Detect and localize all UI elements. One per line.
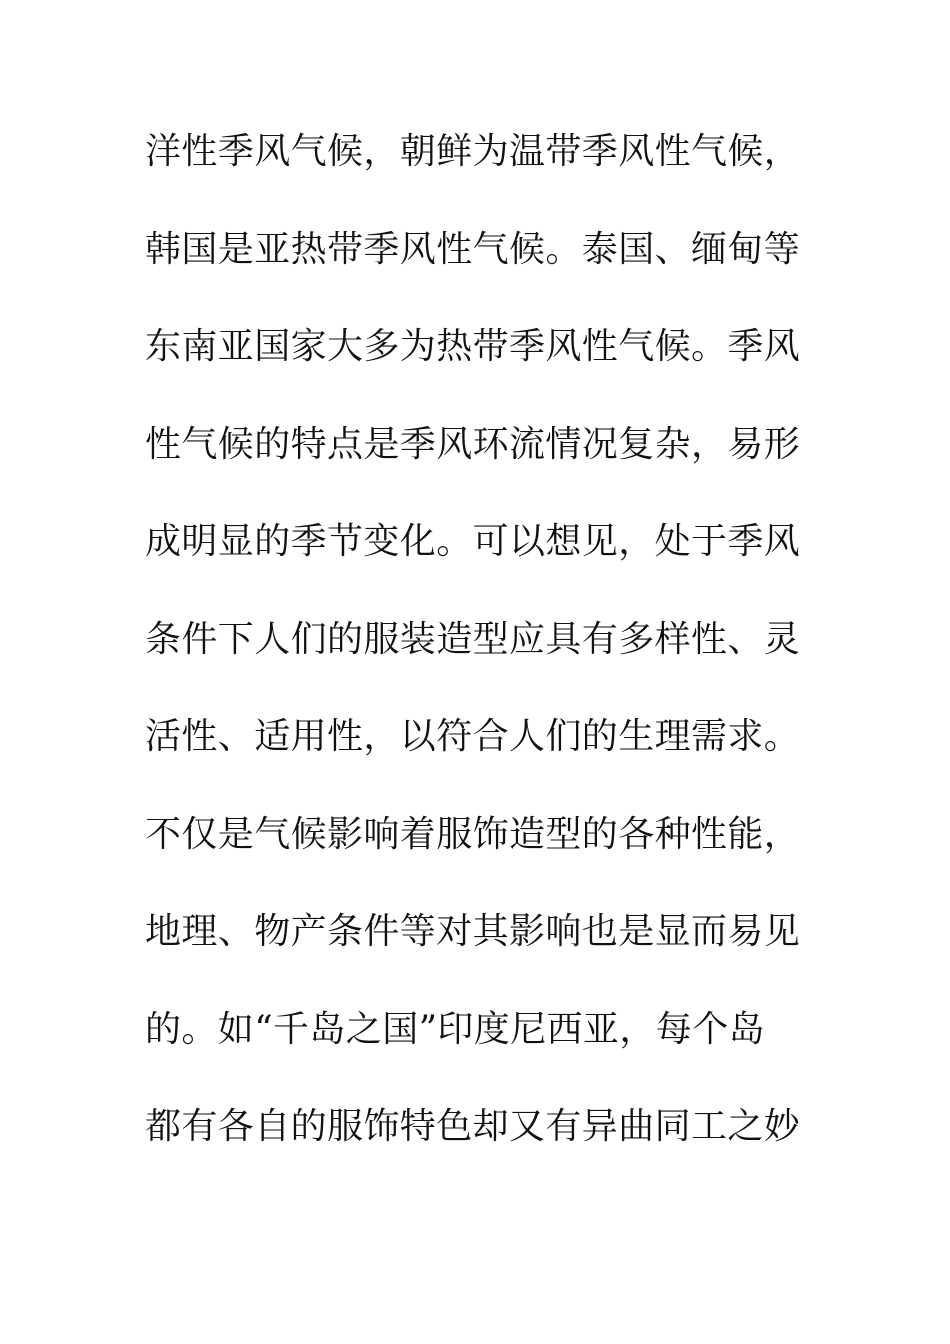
text-line: 韩国是亚热带季风性气候。泰国、缅甸等 [145, 228, 801, 270]
body-text [145, 122, 825, 1195]
text-line: 都有各自的服饰特色却又有异曲同工之妙 [145, 1106, 801, 1147]
text-line: 成明显的季节变化。可以想见，处于季风 [145, 521, 801, 562]
text-line: 性气候的特点是季风环流情况复杂，易形 [145, 423, 801, 465]
text-line: 条件下人们的服装造型应具有多样性、灵 [145, 618, 801, 660]
text-line: 地理、物产条件等对其影响也是显而易见 [145, 911, 801, 952]
text-line: 的。如“千岛之国”印度尼西亚，每个岛 [145, 1008, 766, 1050]
text-line: 洋性季风气候，朝鲜为温带季风性气候， [145, 131, 801, 172]
text-line: 活性、适用性，以符合人们的生理需求。 [145, 716, 801, 757]
text-line: 不仅是气候影响着服饰造型的各种性能， [145, 813, 801, 855]
text-line: 东南亚国家大多为热带季风性气候。季风 [145, 326, 801, 367]
